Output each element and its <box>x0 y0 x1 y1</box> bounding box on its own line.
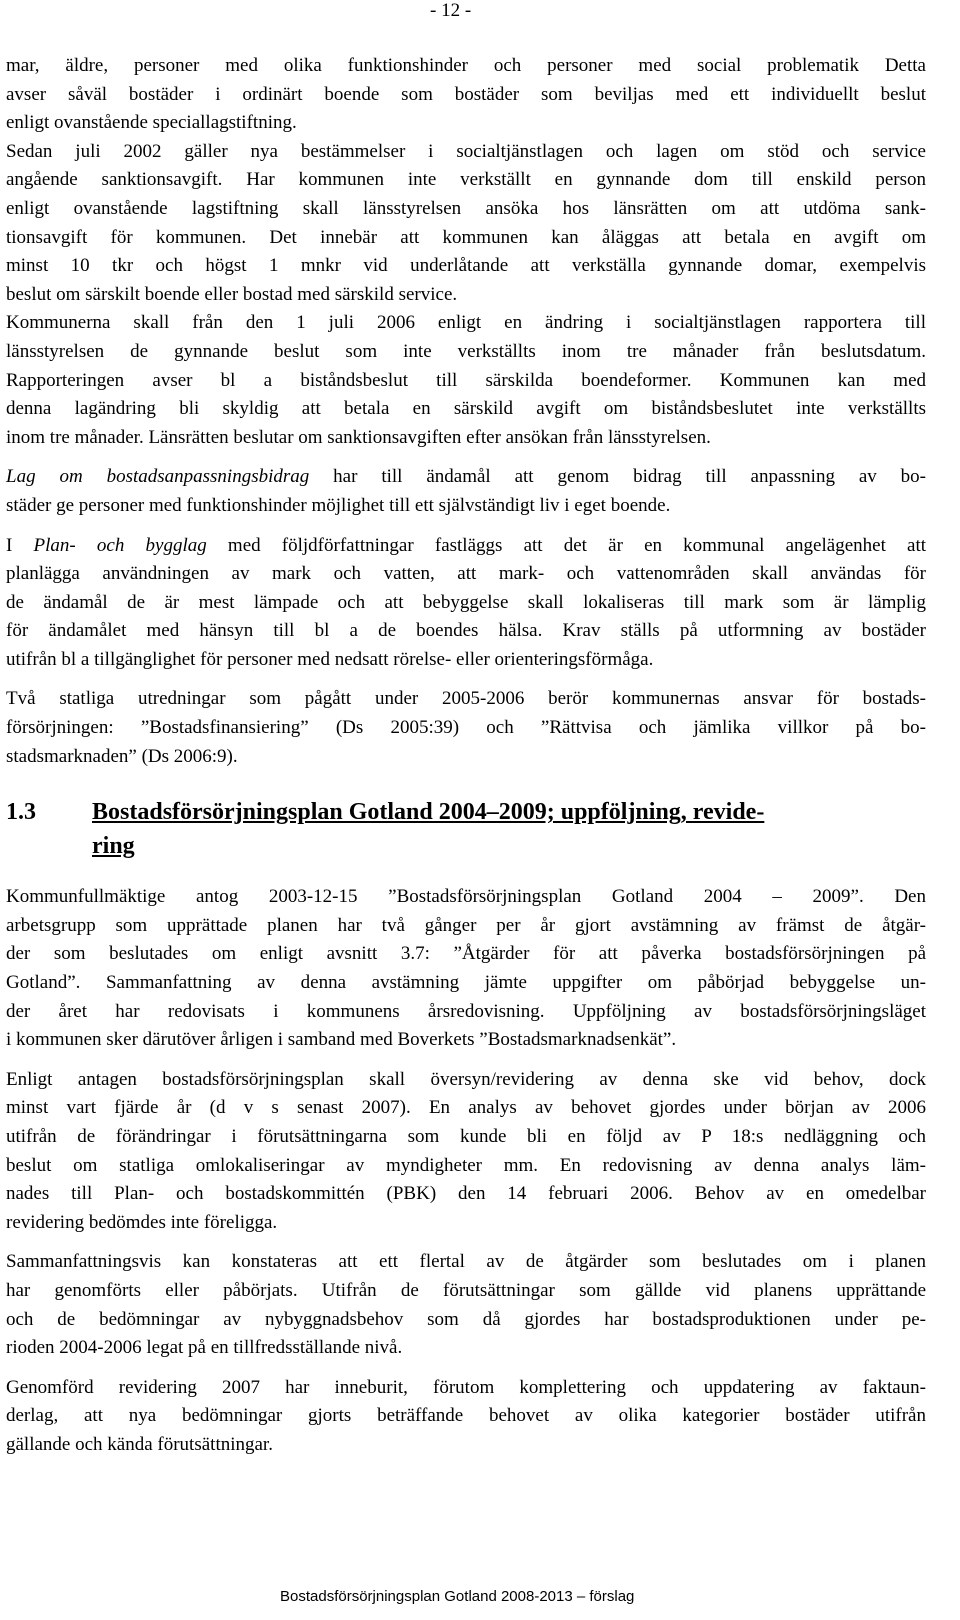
paragraph-reporting <box>6 309 926 452</box>
text-line <box>6 532 926 561</box>
text-line: derlag, att nya bedömningar gjorts beträffande behovet av olika kategorier bostäder utifrån <box>6 1405 926 1427</box>
heading-line <box>6 795 926 829</box>
paragraph-housing-decisions <box>6 52 926 309</box>
text-line: inom tre månader. Länsrätten beslutar om sanktionsavgiften efter ansökan från länsstyrelsen. <box>6 426 711 448</box>
text-line: för ändamålet med hänsyn till bl a de boendes hälsa. Krav ställs på utformning av bostäder <box>6 620 926 642</box>
section-title-continued: ring <box>92 833 135 860</box>
text-line: der året har redovisats i kommunens årsredovisning. Uppföljning av bostadsförsörjningsläget <box>6 1000 926 1022</box>
text-line: angående sanktionsavgift. Har kommunen inte verkställt en gynnande dom till enskild person <box>6 169 926 191</box>
text-fragment: med följdförfattningar fastläggs att det är en kommunal angelägenhet att <box>206 534 927 556</box>
document-body <box>6 52 926 1471</box>
text-line: har genomförts eller påbörjats. Utifrån de förutsättningar som gällde vid planens upprättande <box>6 1279 926 1301</box>
paragraph-adaptation-grant <box>6 463 926 520</box>
paragraph-revision <box>6 1066 926 1238</box>
paragraph-summary <box>6 1248 926 1362</box>
text-line: Sammanfattningsvis kan konstateras att ett flertal av de åtgärder som beslutades om i planen <box>6 1251 926 1273</box>
text-line: Genomförd revidering 2007 har inneburit, förutom komplettering och uppdatering av faktaun- <box>6 1376 926 1398</box>
text-line: arbetsgrupp som upprättade planen har två gånger per år gjort avstämning av främst de åtgär- <box>6 914 926 936</box>
text-line: minst vart fjärde år (d v s senast 2007). En analys av behovet gjordes under början av 2006 <box>6 1097 926 1119</box>
text-line: Kommunerna skall från den 1 juli 2006 enligt en ändring i socialtjänstlagen rapportera till <box>6 312 926 334</box>
text-line: Gotland”. Sammanfattning av denna avstämning jämte uppgifter om påbörjad bebyggelse un- <box>6 972 926 994</box>
text-line: Rapporteringen avser bl a biståndsbeslut till särskilda boendeformer. Kommunen kan med <box>6 369 926 391</box>
text-line: minst 10 tkr och högst 1 mnkr vid underlåtande att verkställa gynnande domar, exempelvis <box>6 255 926 277</box>
text-line: stadsmarknaden” (Ds 2006:9). <box>6 745 238 767</box>
law-title: Plan- och bygglag <box>33 534 207 556</box>
text-line <box>6 463 926 492</box>
text-line: och de bedömningar av nybyggnadsbehov som då gjordes har bostadsproduktionen under pe- <box>6 1308 926 1330</box>
page-number: - 12 - <box>430 0 472 21</box>
text-line: der som beslutades om enligt avsnitt 3.7: ”Åtgärder för att påverka bostadsförsörjningen på <box>6 943 926 965</box>
paragraph-plan-adoption <box>6 883 926 1055</box>
text-line: utifrån bl a tillgänglighet för personer med nedsatt rörelse- eller orienteringsförmåga. <box>6 648 654 670</box>
text-line: försörjningen: ”Bostadsfinansiering” (Ds 2005:39) och ”Rättvisa och jämlika villkor på bo- <box>6 717 926 739</box>
text-line: Enligt antagen bostadsförsörjningsplan skall översyn/revidering av denna ske vid behov, dock <box>6 1068 926 1090</box>
text-line: beslut om statliga omlokaliseringar av myndigheter mm. En redovisning av denna analys läm- <box>6 1154 926 1176</box>
text-line: rioden 2004-2006 legat på en tillfredsställande nivå. <box>6 1337 403 1359</box>
text-line: utifrån de förändringar i förutsättningarna som kunde bli en följd av P 18:s nedläggning och <box>6 1126 926 1147</box>
text-line: avser såväl bostäder i ordinärt boende som bostäder som beviljas med ett individuellt beslut <box>6 83 926 105</box>
section-title: Bostadsförsörjningsplan Gotland 2004–2009; uppföljning, revide- <box>92 799 765 826</box>
text-line: de ändamål de är mest lämpade och att bebyggelse skall lokaliseras till mark som är lämplig <box>6 591 926 613</box>
text-line: Kommunfullmäktige antog 2003-12-15 ”Bostadsförsörjningsplan Gotland 2004 – 2009”. Den <box>6 886 926 908</box>
text-line: gällande och kända förutsättningar. <box>6 1433 273 1455</box>
text-line: enligt ovanstående speciallagstiftning. <box>6 112 297 134</box>
text-line: beslut om särskilt boende eller bostad med särskild service. <box>6 283 458 305</box>
text-line: planlägga användningen av mark och vatten, att mark- och vattenområden skall användas för <box>6 563 926 585</box>
text-line: städer ge personer med funktionshinder möjlighet till ett självständigt liv i eget boende. <box>6 494 671 516</box>
section-number: 1.3 <box>6 799 36 826</box>
section-heading <box>6 795 926 863</box>
paragraph-planning-law <box>6 532 926 675</box>
paragraph-revision-2007 <box>6 1374 926 1460</box>
text-line: tionsavgift för kommunen. Det innebär att kommunen kan åläggas att betala en avgift om <box>6 226 926 248</box>
page-footer: Bostadsförsörjningsplan Gotland 2008-2013 – förslag <box>280 1588 635 1605</box>
text-line: revidering bedömdes inte föreligga. <box>6 1211 278 1233</box>
text-line: i kommunen sker därutöver årligen i samband med Boverkets ”Bostadsmarknadsenkät”. <box>6 1029 677 1051</box>
text-line: länsstyrelsen de gynnande beslut som inte verkställts inom tre månader från beslutsdatum. <box>6 340 926 362</box>
text-fragment: I <box>6 534 34 556</box>
text-line: enligt ovanstående lagstiftning skall länsstyrelsen ansöka hos länsrätten om att utdöma sank- <box>6 197 926 219</box>
text-line: Sedan juli 2002 gäller nya bestämmelser i socialtjänstlagen och lagen om stöd och service <box>6 140 926 162</box>
text-line: nades till Plan- och bostadskommittén (PBK) den 14 februari 2006. Behov av en omedelbar <box>6 1183 926 1205</box>
text-line: mar, äldre, personer med olika funktionshinder och personer med social problematik Detta <box>6 55 926 76</box>
paragraph-state-inquiries <box>6 685 926 771</box>
text-line: Två statliga utredningar som pågått under 2005-2006 berör kommunernas ansvar för bostads- <box>6 688 926 710</box>
text-line: denna lagändring bli skyldig att betala en särskild avgift om biståndsbeslutet inte verkställts <box>6 398 926 420</box>
text-fragment: har till ändamål att genom bidrag till anpassning av bo- <box>309 466 926 488</box>
law-title: Lag om bostadsanpassningsbidrag <box>6 466 310 488</box>
